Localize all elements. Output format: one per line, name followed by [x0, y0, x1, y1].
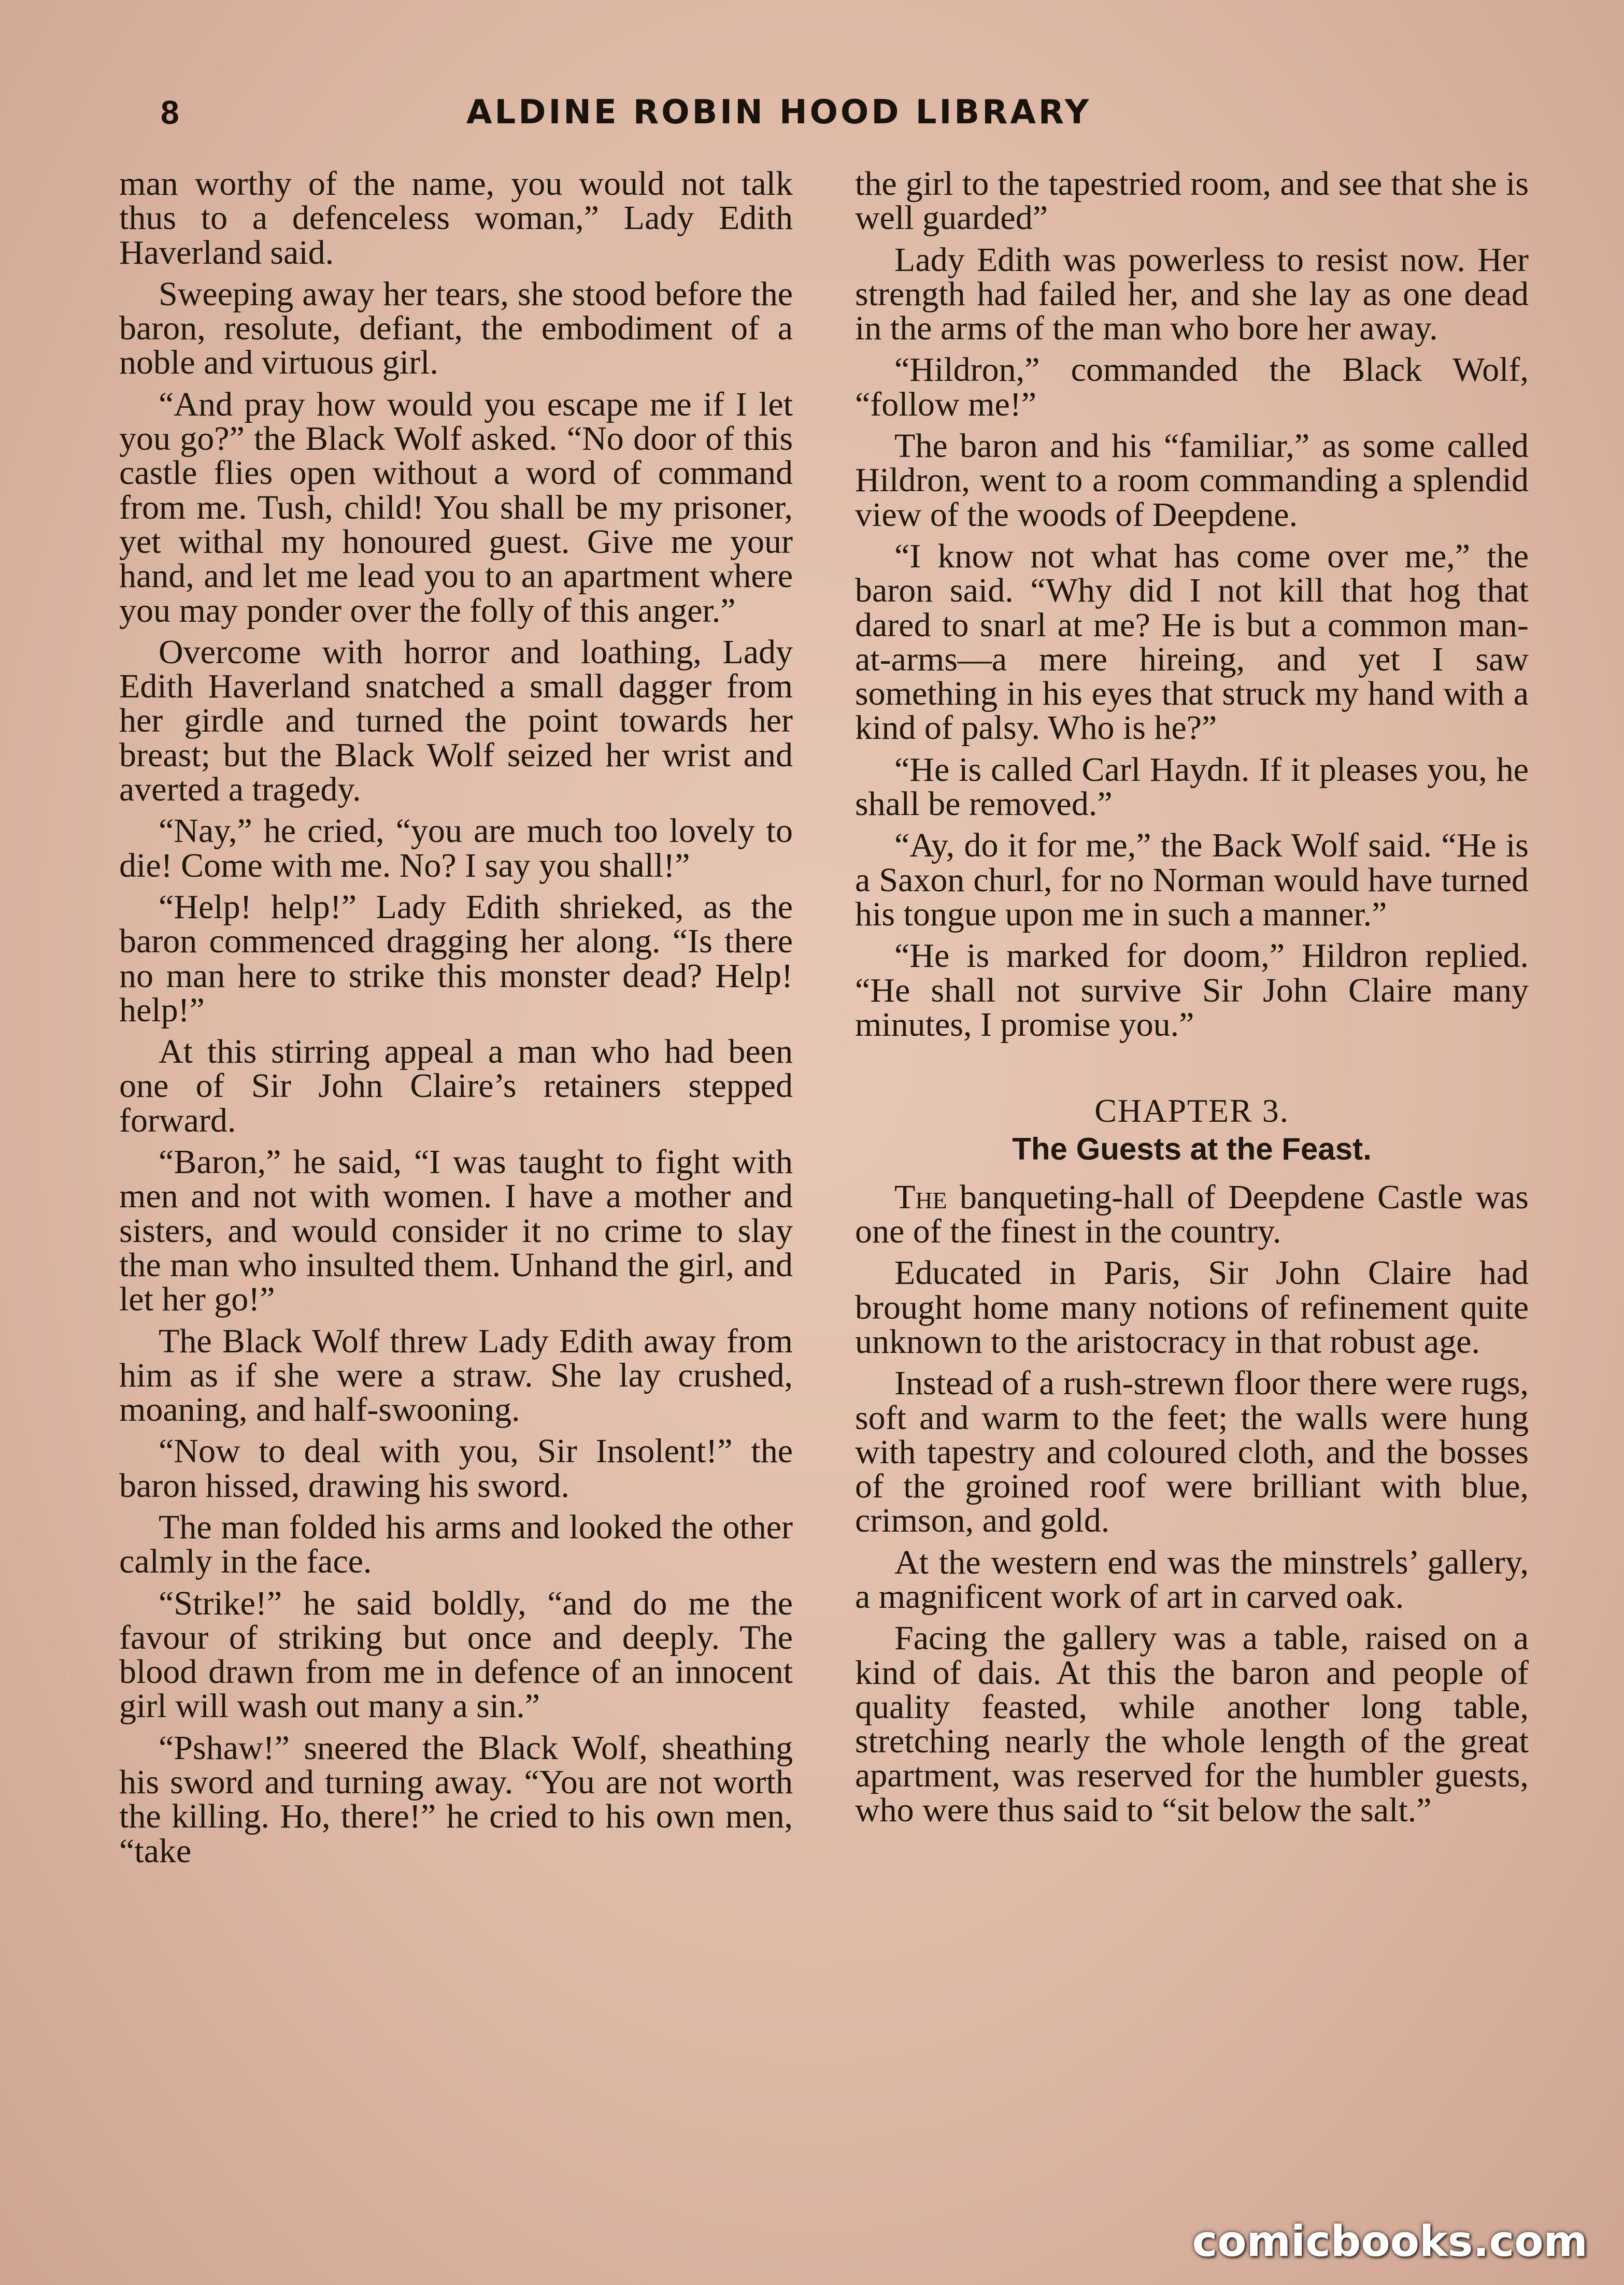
page-number: 8	[161, 94, 179, 131]
paragraph: The man folded his arms and looked the other calmly in the face.	[119, 1508, 793, 1581]
chapter-title: The Guests at the Feast.	[1012, 1132, 1372, 1167]
paragraph: the girl to the tapestried room, and see that she is well guarded”	[855, 165, 1529, 237]
paragraph: At this stirring appeal a man who had been one of Sir John Claire’s retainers stepped forward.	[119, 1033, 793, 1139]
paragraph: At the western end was the minstrels’ gallery, a magnificent work of art in carved oak.	[855, 1543, 1529, 1616]
running-title: ALDINE ROBIN HOOD LIBRARY	[466, 93, 1092, 132]
paragraph: Educated in Paris, Sir John Claire had brought home many notions of refinement quite unknown to the aristocracy in that robust age.	[855, 1254, 1529, 1361]
paragraph: “He is marked for doom,” Hildron replied. “He shall not survive Sir John Claire many minutes, I promise you.”	[855, 937, 1529, 1044]
paragraph: “Help! help!” Lady Edith shrieked, as the baron commenced dragging her along. “Is there no man here to strike this monster dead? Help! help!”	[119, 888, 793, 1029]
paragraph: “Strike!” he said boldly, “and do me the favour of striking but once and deeply. The blood drawn from me in defence of an innocent girl will wash out many a sin.”	[119, 1584, 793, 1725]
paragraph: “Pshaw!” sneered the Black Wolf, sheathing his sword and turning away. “You are not worth the killing. Ho, there!” he cried to his own men, “take	[119, 1729, 793, 1870]
chapter-opening-text: banqueting-hall of Deepdene Castle was one of the finest in the country.	[855, 1178, 1529, 1251]
right-column	[855, 167, 1529, 1835]
paragraph: “Hildron,” commanded the Black Wolf, “follow me!”	[855, 351, 1529, 423]
paragraph: Overcome with horror and loathing, Lady Edith Haverland snatched a small dagger from her girdle and turned the point towards her breast; but the Black Wolf seized her wrist and averted a tragedy.	[119, 633, 793, 809]
paragraph: Lady Edith was powerless to resist now. Her strength had failed her, and she lay as one dead in the arms of the man who bore her away.	[855, 240, 1529, 348]
paragraph: “Nay,” he cried, “you are much too lovely to die! Come with me. No? I say you shall!”	[119, 812, 793, 884]
paragraph: Facing the gallery was a table, raised on a kind of dais. At this the baron and people of quality feasted, while another long table, stretching nearly the whole length of the great apartment, was reserved for the humbler guests, who were thus said to “sit below the salt.”	[855, 1619, 1529, 1829]
left-column	[119, 167, 793, 1876]
paragraph: “Baron,” he said, “I was taught to fight with men and not with women. I have a mother and sisters, and would consider it no crime to slay the man who insulted them. Unhand the girl, and let her go!”	[119, 1143, 793, 1319]
chapter-opening-paragraph	[855, 1180, 1529, 1249]
paragraph: The Black Wolf threw Lady Edith away from him as if she were a straw. She lay crushed, moaning, and half-swooning.	[119, 1322, 793, 1429]
paragraph: The baron and his “familiar,” as some called Hildron, went to a room commanding a splendid view of the woods of Deepdene.	[855, 427, 1529, 534]
paragraph: man worthy of the name, you would not talk thus to a defenceless woman,” Lady Edith Haverland said.	[119, 165, 793, 272]
paragraph: “And pray how would you escape me if I let you go?” the Black Wolf asked. “No door of this castle flies open without a word of command from me. Tush, child! You shall be my prisoner, yet withal my honoured guest. Give me your hand, and let me lead you to an apartment where you may ponder over the folly of this anger.”	[119, 385, 793, 630]
paragraph: Instead of a rush-strewn floor there were rugs, soft and warm to the feet; the walls were hung with tapestry and coloured cloth, and the bosses of the groined roof were brilliant with blue, crimson, and gold.	[855, 1364, 1529, 1540]
paragraph: “I know not what has come over me,” the baron said. “Why did I not kill that hog that dared to snarl at me? He is but a common man-at-arms—a mere hireing, and yet I saw something in his eyes that struck my hand with a kind of palsy. Who is he?”	[855, 537, 1529, 747]
chapter-lead-word: The	[894, 1178, 947, 1216]
chapter-number: CHAPTER 3.	[1094, 1092, 1289, 1130]
paragraph: Sweeping away her tears, she stood before the baron, resolute, defiant, the embodiment of a noble and virtuous girl.	[119, 275, 793, 382]
paragraph: “Ay, do it for me,” the Back Wolf said. “He is a Saxon churl, for no Norman would have turned his tongue upon me in such a manner.”	[855, 826, 1529, 933]
page-header	[161, 93, 1487, 150]
paragraph: “Now to deal with you, Sir Insolent!” the baron hissed, drawing his sword.	[119, 1432, 793, 1505]
site-watermark: comicbooks.com	[1192, 2217, 1588, 2266]
paragraph: “He is called Carl Haydn. If it pleases you, he shall be removed.”	[855, 750, 1529, 823]
